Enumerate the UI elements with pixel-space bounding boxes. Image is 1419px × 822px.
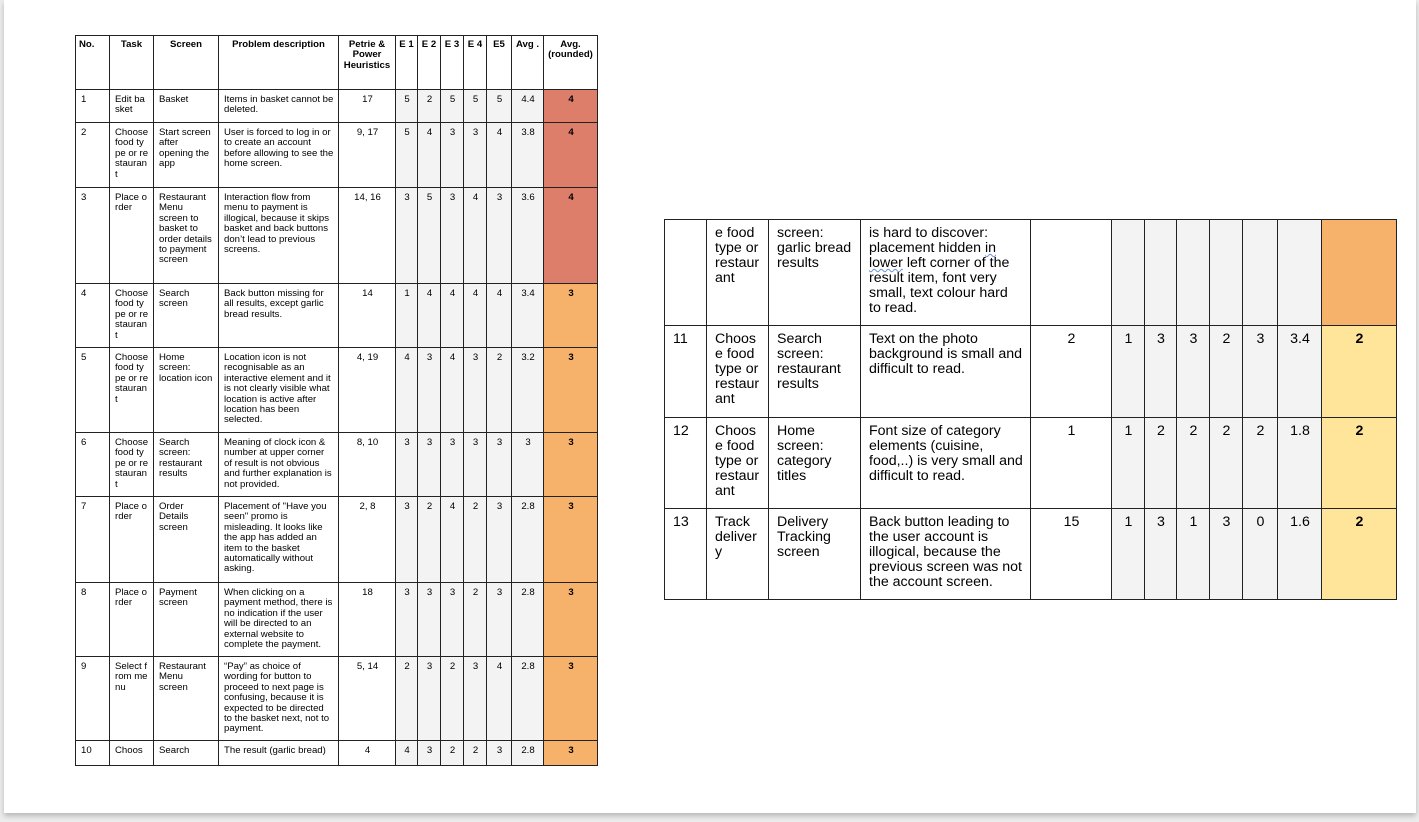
cell-e4: 3: [464, 657, 487, 741]
cell-avg: 3.8: [512, 123, 544, 188]
cell-e1: 3: [396, 497, 418, 583]
cell-e3: 3: [441, 123, 464, 188]
table-row: [76, 583, 598, 657]
cell-screen: Search screen: restaurant results: [154, 433, 219, 497]
cell-problem-description: Text on the photo background is small and difficult to read.: [861, 326, 1031, 418]
cell-avg: 1.6: [1278, 509, 1322, 600]
cell-no: 13: [665, 509, 707, 600]
cell-e2: 3: [1145, 509, 1177, 600]
cell-task: Place order: [110, 583, 154, 657]
cell-avg: 3: [512, 433, 544, 497]
cell-e5: 4: [487, 284, 512, 348]
cell-e1: 1: [1112, 509, 1145, 600]
cell-problem-description: When clicking on a payment method, there is no indication if the user will be directed to an external website to complete the payment.: [219, 583, 339, 657]
cell-screen: Delivery Tracking screen: [769, 509, 861, 600]
cell-e4: 2: [464, 497, 487, 583]
cell-screen: Search screen: [154, 284, 219, 348]
cell-heuristics: 18: [339, 583, 396, 657]
col-header-e5: E5: [487, 36, 512, 90]
cell-problem-description: Interaction flow from menu to payment is illogical, because it skips basket and back buttons don’t lead to previous screens.: [219, 188, 339, 284]
cell-problem-description: Placement of "Have you seen" promo is misleading. It looks like the app has added an item to the basket automatically without asking.: [219, 497, 339, 583]
cell-problem-description: Font size of category elements (cuisine, food,..) is very small and difficult to read.: [861, 418, 1031, 509]
cell-no: 8: [76, 583, 110, 657]
cell-e5: 2: [487, 348, 512, 433]
spellcheck-underline: lower: [869, 255, 903, 271]
cell-e1: 3: [396, 188, 418, 284]
cell-e4: 2: [1210, 326, 1243, 418]
cell-task: Select from menu: [110, 657, 154, 741]
cell-problem-description: The result (garlic bread): [219, 741, 339, 766]
cell-e3: 2: [1177, 418, 1210, 509]
cell-e5: 4: [487, 123, 512, 188]
cell-e5: 4: [487, 657, 512, 741]
cell-heuristics: 4: [339, 741, 396, 766]
col-header-avg: Avg .: [512, 36, 544, 90]
cell-e3: 3: [441, 188, 464, 284]
cell-no: 2: [76, 123, 110, 188]
cell-e4: [1210, 220, 1243, 326]
cell-avg-rounded: 3: [544, 348, 598, 433]
table-row: [76, 348, 598, 433]
cell-task: Choose food type or restaurant: [707, 418, 769, 509]
cell-e2: 2: [1145, 418, 1177, 509]
cell-avg-rounded: 2: [1322, 326, 1397, 418]
cell-problem-description: Location icon is not recognisable as an interactive element and it is not clearly visible what location is active after location has been selected.: [219, 348, 339, 433]
cell-screen: Home screen: category titles: [769, 418, 861, 509]
cell-avg-rounded: 3: [544, 741, 598, 766]
cell-avg-rounded: 3: [544, 497, 598, 583]
cell-e5: 3: [487, 188, 512, 284]
cell-e4: 2: [464, 741, 487, 766]
cell-e2: 3: [418, 741, 441, 766]
cell-e4: 5: [464, 90, 487, 123]
cell-e2: 4: [418, 123, 441, 188]
heuristic-evaluation-table-left: [75, 35, 598, 766]
cell-e4: 2: [1210, 418, 1243, 509]
cell-no: 1: [76, 90, 110, 123]
table-row: [665, 220, 1397, 326]
cell-e3: 4: [441, 284, 464, 348]
table-row: [76, 90, 598, 123]
cell-avg: 4.4: [512, 90, 544, 123]
table-row: [76, 433, 598, 497]
cell-task: Place order: [110, 188, 154, 284]
col-header-problem-description: Problem description: [219, 36, 339, 90]
col-header-no: No.: [76, 36, 110, 90]
cell-problem-description: Back button leading to the user account is illogical, because the previous screen was not the account screen.: [861, 509, 1031, 600]
cell-avg-rounded: 3: [544, 433, 598, 497]
cell-avg: 3.4: [512, 284, 544, 348]
cell-heuristics: 4, 19: [339, 348, 396, 433]
cell-e4: 3: [464, 123, 487, 188]
cell-avg: 2.8: [512, 741, 544, 766]
cell-heuristics: 1: [1031, 418, 1112, 509]
cell-e2: 3: [418, 583, 441, 657]
cell-e1: 3: [396, 583, 418, 657]
cell-no: 3: [76, 188, 110, 284]
cell-task: Choose food type or restaurant: [110, 284, 154, 348]
cell-avg-rounded: 4: [544, 90, 598, 123]
cell-task: Choose food type or restaurant: [110, 348, 154, 433]
cell-e5: [1243, 220, 1278, 326]
cell-avg: 2.8: [512, 497, 544, 583]
cell-e3: 1: [1177, 509, 1210, 600]
cell-problem-description: Back button missing for all results, except garlic bread results.: [219, 284, 339, 348]
col-header-e2: E 2: [418, 36, 441, 90]
cell-e1: [1112, 220, 1145, 326]
cell-task: Choose food type or restaurant: [707, 326, 769, 418]
cell-heuristics: 5, 14: [339, 657, 396, 741]
cell-e2: 3: [1145, 326, 1177, 418]
cell-screen: screen: garlic bread results: [769, 220, 861, 326]
cell-e5: 3: [487, 433, 512, 497]
cell-avg: 2.8: [512, 657, 544, 741]
cell-no: [665, 220, 707, 326]
cell-e2: 3: [418, 433, 441, 497]
table-row: [76, 741, 598, 766]
cell-e5: 0: [1243, 509, 1278, 600]
cell-e1: 5: [396, 123, 418, 188]
cell-e4: 2: [464, 583, 487, 657]
cell-avg-rounded: 4: [544, 123, 598, 188]
cell-e4: 4: [464, 284, 487, 348]
cell-no: 5: [76, 348, 110, 433]
cell-e4: 3: [464, 348, 487, 433]
cell-e1: 1: [1112, 326, 1145, 418]
cell-e3: 2: [441, 657, 464, 741]
cell-e2: 2: [418, 90, 441, 123]
cell-e1: 2: [396, 657, 418, 741]
cell-no: 11: [665, 326, 707, 418]
cell-no: 4: [76, 284, 110, 348]
cell-heuristics: 14: [339, 284, 396, 348]
cell-e3: 4: [441, 348, 464, 433]
cell-e2: [1145, 220, 1177, 326]
cell-e2: 5: [418, 188, 441, 284]
cell-e1: 1: [396, 284, 418, 348]
cell-task: Track delivery: [707, 509, 769, 600]
cell-task: e food type or restaurant: [707, 220, 769, 326]
cell-avg-rounded: 2: [1322, 418, 1397, 509]
cell-e3: [1177, 220, 1210, 326]
cell-task: Edit basket: [110, 90, 154, 123]
cell-e3: 3: [441, 433, 464, 497]
spellcheck-underline: in: [984, 240, 996, 256]
col-header-screen: Screen: [154, 36, 219, 90]
col-header-e3: E 3: [441, 36, 464, 90]
cell-no: 10: [76, 741, 110, 766]
cell-heuristics: 9, 17: [339, 123, 396, 188]
document-page: [4, 0, 1416, 813]
table-row: [665, 418, 1397, 509]
cell-avg-rounded: 2: [1322, 509, 1397, 600]
cell-no: 12: [665, 418, 707, 509]
cell-heuristics: [1031, 220, 1112, 326]
cell-avg-rounded: 4: [544, 188, 598, 284]
col-header-e1: E 1: [396, 36, 418, 90]
cell-e2: 3: [418, 657, 441, 741]
cell-problem-description: Meaning of clock icon & number at upper corner of result is not obvious and further explanation is not provided.: [219, 433, 339, 497]
cell-e3: 3: [1177, 326, 1210, 418]
cell-e4: 4: [464, 188, 487, 284]
cell-screen: Restaurant Menu screen: [154, 657, 219, 741]
cell-avg: [1278, 220, 1322, 326]
cell-e1: 4: [396, 348, 418, 433]
heuristic-evaluation-table-right-zoomed: [664, 219, 1397, 600]
cell-e5: 3: [1243, 326, 1278, 418]
cell-screen: Restaurant Menu screen to basket to order details to payment screen: [154, 188, 219, 284]
col-header-e4: E 4: [464, 36, 487, 90]
cell-heuristics: 14, 16: [339, 188, 396, 284]
cell-avg-rounded: 3: [544, 583, 598, 657]
cell-task: Choose food type or restaurant: [110, 433, 154, 497]
col-header-task: Task: [110, 36, 154, 90]
cell-screen: Payment screen: [154, 583, 219, 657]
cell-e1: 1: [1112, 418, 1145, 509]
cell-task: Choos: [110, 741, 154, 766]
cell-no: 9: [76, 657, 110, 741]
cell-avg-rounded: 3: [544, 284, 598, 348]
cell-heuristics: 17: [339, 90, 396, 123]
cell-problem-description: is hard to discover: placement hidden in lower left corner of the result item, font very small, text colour hard to read.: [861, 220, 1031, 326]
cell-avg-rounded: [1322, 220, 1397, 326]
cell-task: Place order: [110, 497, 154, 583]
cell-avg: 3.2: [512, 348, 544, 433]
cell-e1: 4: [396, 741, 418, 766]
col-header-heuristics: Petrie & Power Heuristics: [339, 36, 396, 90]
cell-screen: Basket: [154, 90, 219, 123]
table-row: [76, 123, 598, 188]
cell-avg: 3.4: [1278, 326, 1322, 418]
cell-e3: 2: [441, 741, 464, 766]
cell-e3: 5: [441, 90, 464, 123]
cell-screen: Order Details screen: [154, 497, 219, 583]
table-row: [76, 188, 598, 284]
cell-e3: 4: [441, 497, 464, 583]
cell-e5: 3: [487, 497, 512, 583]
table-row: [665, 326, 1397, 418]
table-row: [76, 657, 598, 741]
cell-screen: Search screen: restaurant results: [769, 326, 861, 418]
header-row: [76, 36, 598, 90]
cell-e1: 3: [396, 433, 418, 497]
cell-screen: Search: [154, 741, 219, 766]
cell-e4: 3: [1210, 509, 1243, 600]
cell-avg-rounded: 3: [544, 657, 598, 741]
cell-e1: 5: [396, 90, 418, 123]
cell-screen: Start screen after opening the app: [154, 123, 219, 188]
cell-avg: 2.8: [512, 583, 544, 657]
cell-task: Choose food type or restaurant: [110, 123, 154, 188]
cell-e2: 3: [418, 348, 441, 433]
table-row: [76, 497, 598, 583]
cell-avg: 1.8: [1278, 418, 1322, 509]
table-row: [76, 284, 598, 348]
col-header-avg-rounded: Avg. (rounded): [544, 36, 598, 90]
cell-heuristics: 8, 10: [339, 433, 396, 497]
cell-e5: 3: [487, 583, 512, 657]
cell-e2: 4: [418, 284, 441, 348]
cell-problem-description: User is forced to log in or to create an account before allowing to see the home screen.: [219, 123, 339, 188]
cell-no: 6: [76, 433, 110, 497]
cell-screen: Home screen: location icon: [154, 348, 219, 433]
cell-problem-description: “Pay” as choice of wording for button to proceed to next page is confusing, because it is expected to be directed to the basket next, not to payment.: [219, 657, 339, 741]
cell-avg: 3.6: [512, 188, 544, 284]
cell-heuristics: 2, 8: [339, 497, 396, 583]
cell-e5: 2: [1243, 418, 1278, 509]
cell-e3: 3: [441, 583, 464, 657]
cell-heuristics: 15: [1031, 509, 1112, 600]
cell-problem-description: Items in basket cannot be deleted.: [219, 90, 339, 123]
cell-e4: 3: [464, 433, 487, 497]
cell-e2: 2: [418, 497, 441, 583]
cell-no: 7: [76, 497, 110, 583]
cell-e5: 3: [487, 741, 512, 766]
cell-e5: 5: [487, 90, 512, 123]
cell-heuristics: 2: [1031, 326, 1112, 418]
table-row: [665, 509, 1397, 600]
